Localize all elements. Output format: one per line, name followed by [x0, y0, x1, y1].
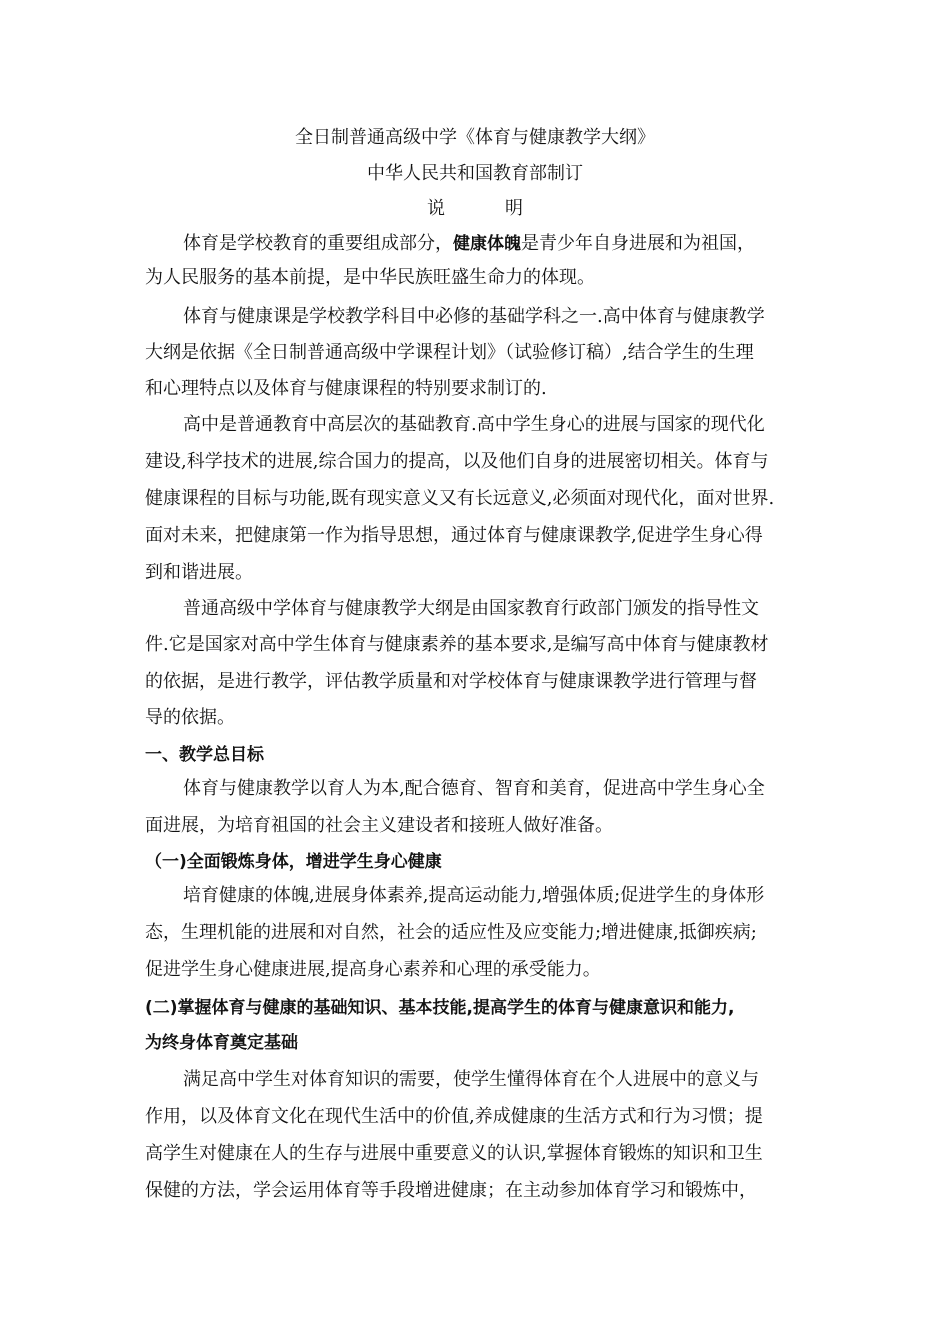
- paragraph-line: 态，生理机能的进展和对自然，社会的适应性及应变能力;增进健康,抵御疾病;: [145, 922, 757, 943]
- paragraph-line: 到和谐进展。: [145, 562, 253, 583]
- document-title: 全日制普通高级中学《体育与健康教学大纲》: [295, 127, 655, 148]
- paragraph-line: 大纲是依据《全日制普通高级中学课程计划》（试验修订稿）,结合学生的生理: [145, 342, 754, 363]
- document-subtitle: 中华人民共和国教育部制订: [367, 163, 583, 184]
- paragraph-line: 体育与健康课是学校教学科目中必修的基础学科之一.高中体育与健康教学: [183, 306, 765, 327]
- subheading-one: （一)全面锻炼身体，增进学生身心健康: [145, 852, 442, 872]
- paragraph-line: 面进展，为培育祖国的社会主义建设者和接班人做好准备。: [145, 815, 613, 836]
- paragraph-line: 健康课程的目标与功能,既有现实意义又有长远意义,必须面对现代化，面对世界.: [145, 488, 775, 509]
- paragraph-line: 作用，以及体育文化在现代生活中的价值,养成健康的生活方式和行为习惯；提: [145, 1106, 763, 1127]
- paragraph-line: 培育健康的体魄,进展身体素养,提高运动能力,增强体质;促进学生的身体形: [183, 885, 765, 906]
- paragraph-line: 保健的方法，学会运用体育等手段增进健康；在主动参加体育学习和锻炼中，: [145, 1180, 757, 1201]
- subheading-two-cont: 为终身体育奠定基础: [145, 1033, 298, 1053]
- paragraph-line: 件.它是国家对高中学生体育与健康素养的基本要求,是编写高中体育与健康教材: [145, 634, 769, 655]
- paragraph-line: [183, 232, 755, 256]
- emphasis-text: 健康体魄: [453, 234, 521, 254]
- paragraph-line: 面对未来，把健康第一作为指导思想，通过体育与健康课教学,促进学生身心得: [145, 525, 763, 546]
- paragraph-line: 建设,科学技术的进展,综合国力的提高，以及他们自身的进展密切相关。体育与: [145, 451, 769, 472]
- paragraph-line: 和心理特点以及体育与健康课程的特别要求制订的.: [145, 378, 547, 399]
- subheading-two: (二)掌握体育与健康的基础知识、基本技能,提高学生的体育与健康意识和能力,: [145, 998, 735, 1018]
- paragraph-line: 高学生对健康在人的生存与进展中重要意义的认识,掌握体育锻炼的知识和卫生: [145, 1143, 763, 1164]
- paragraph-line: 导的依据。: [145, 707, 235, 728]
- text-run: 体育是学校教育的重要组成部分，: [183, 233, 453, 254]
- paragraph-line: 普通高级中学体育与健康教学大纲是由国家教育行政部门颁发的指导性文: [183, 598, 759, 619]
- text-run: 是青少年自身进展和为祖国，: [521, 233, 755, 254]
- heading-teaching-goal: 一、教学总目标: [145, 745, 264, 765]
- paragraph-line: 满足高中学生对体育知识的需要，使学生懂得体育在个人进展中的意义与: [183, 1069, 759, 1090]
- paragraph-line: 的依据，是进行教学，评估教学质量和对学校体育与健康课教学进行管理与督: [145, 671, 757, 692]
- section-note-heading: [0, 197, 950, 221]
- section-note-right: 明: [505, 198, 523, 219]
- paragraph-line: 为人民服务的基本前提，是中华民族旺盛生命力的体现。: [145, 267, 595, 288]
- paragraph-line: 体育与健康教学以育人为本,配合德育、智育和美育，促进高中学生身心全: [183, 778, 765, 799]
- section-note-left: 说: [427, 198, 445, 219]
- paragraph-line: 促进学生身心健康进展,提高身心素养和心理的承受能力。: [145, 959, 601, 980]
- paragraph-line: 高中是普通教育中高层次的基础教育.高中学生身心的进展与国家的现代化: [183, 414, 765, 435]
